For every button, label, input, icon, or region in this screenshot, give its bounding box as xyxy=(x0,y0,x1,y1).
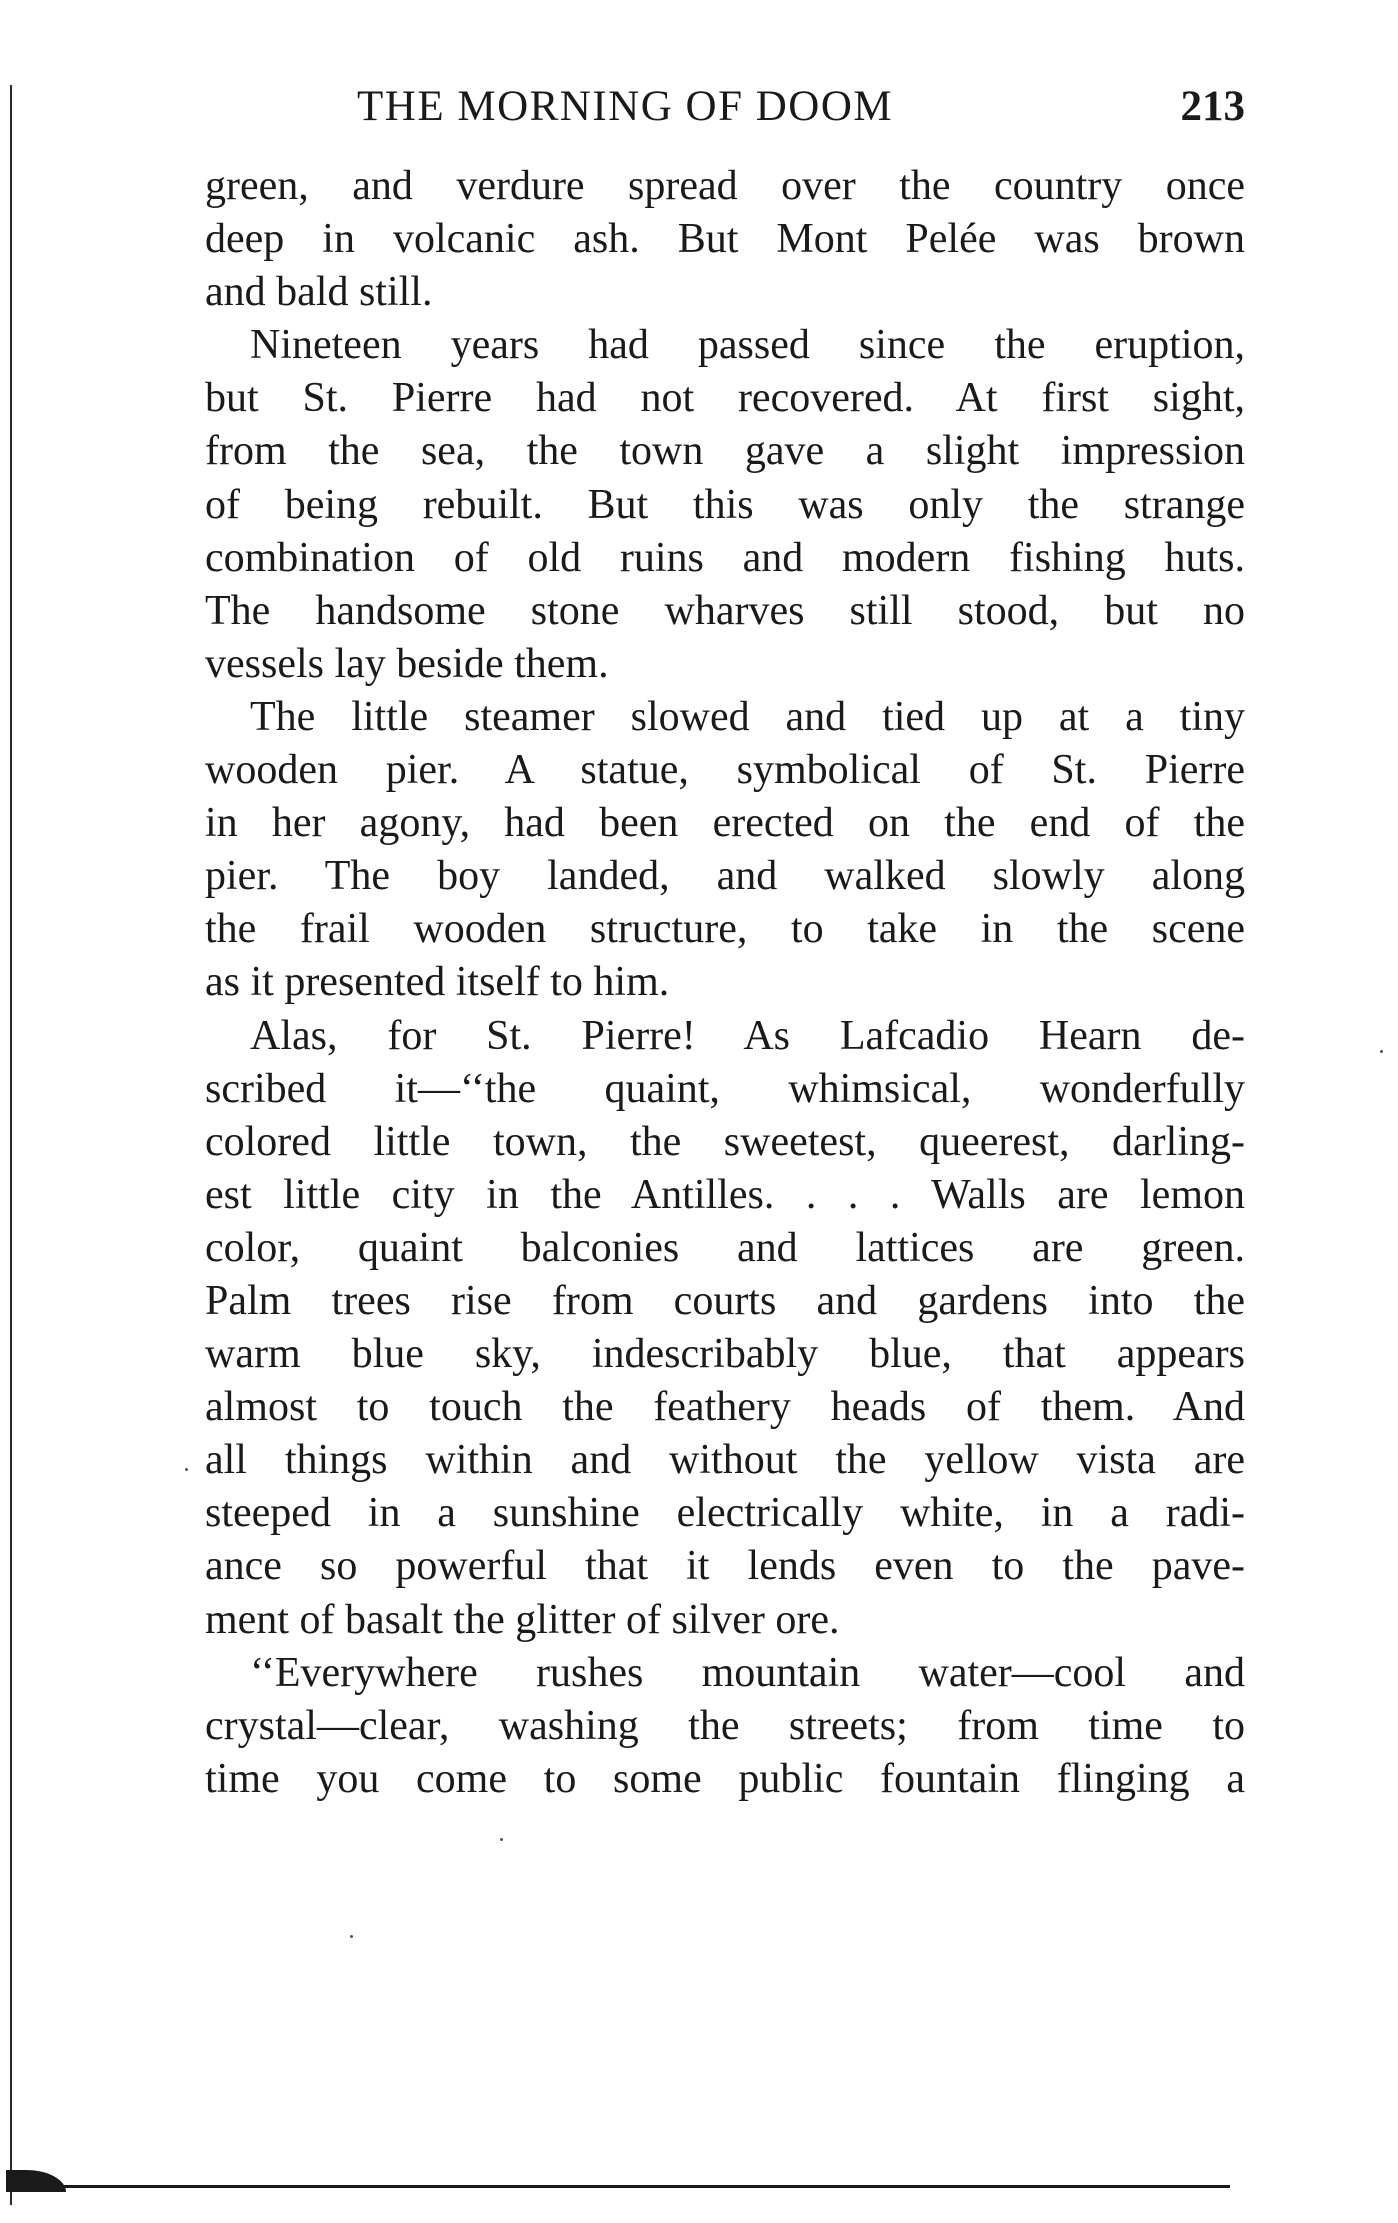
running-title: THE MORNING OF DOOM xyxy=(357,83,894,130)
text-line: ance so powerful that it lends even to the pave- xyxy=(205,1543,1245,1590)
text-line: pier. The boy landed, and walked slowly along xyxy=(205,853,1245,900)
page-corner-shadow xyxy=(6,2170,66,2192)
text-line: combination of old ruins and modern fishing huts. xyxy=(205,534,1245,581)
text-line: ment of basalt the glitter of silver ore. xyxy=(205,1596,840,1643)
text-line: Palm trees rise from courts and gardens into the xyxy=(205,1277,1245,1324)
text-line: The handsome stone wharves still stood, but no xyxy=(205,587,1245,634)
text-line: and bald still. xyxy=(205,269,433,316)
text-line: warm blue sky, indescribably blue, that appears xyxy=(205,1331,1245,1378)
text-line: almost to touch the feathery heads of them. And xyxy=(205,1384,1245,1431)
text-line: in her agony, had been erected on the end of the xyxy=(205,800,1245,847)
scan-speck xyxy=(500,1838,503,1841)
text-line: ‘‘Everywhere rushes mountain water—cool and xyxy=(250,1649,1245,1696)
text-line: Nineteen years had passed since the eruption, xyxy=(250,322,1245,369)
running-header xyxy=(205,82,1245,142)
page-edge-shadow xyxy=(10,85,12,2205)
text-line: steeped in a sunshine electrically white, in a radi- xyxy=(205,1490,1245,1537)
text-line: color, quaint balconies and lattices are green. xyxy=(205,1224,1245,1271)
page-number: 213 xyxy=(1180,83,1245,130)
text-line: the frail wooden structure, to take in the scene xyxy=(205,906,1245,953)
text-line: but St. Pierre had not recovered. At first sight, xyxy=(205,375,1245,422)
text-line: crystal—clear, washing the streets; from time to xyxy=(205,1702,1245,1749)
text-line: all things within and without the yellow vista are xyxy=(205,1437,1245,1484)
text-line: green, and verdure spread over the country once xyxy=(205,163,1245,209)
scan-speck xyxy=(1380,1050,1383,1053)
text-line: est little city in the Antilles. . . . Walls are lemon xyxy=(205,1171,1245,1218)
text-line: wooden pier. A statue, symbolical of St. Pierre xyxy=(205,747,1245,794)
text-line: of being rebuilt. But this was only the strange xyxy=(205,481,1245,528)
text-line: The little steamer slowed and tied up at a tiny xyxy=(250,693,1245,740)
text-line: vessels lay beside them. xyxy=(205,640,609,687)
scan-speck xyxy=(350,1935,353,1938)
text-line: time you come to some public fountain flinging a xyxy=(205,1755,1245,1802)
text-line: as it presented itself to him. xyxy=(205,959,670,1006)
text-line: deep in volcanic ash. But Mont Pelée was brown xyxy=(205,216,1245,263)
text-line: from the sea, the town gave a slight impression xyxy=(205,428,1245,475)
page-bottom-edge xyxy=(10,2185,1230,2188)
text-line: Alas, for St. Pierre! As Lafcadio Hearn de- xyxy=(250,1012,1245,1059)
body-text xyxy=(205,160,1245,1806)
text-line: colored little town, the sweetest, queerest, darling- xyxy=(205,1118,1245,1165)
text-line: scribed it—‘‘the quaint, whimsical, wonderfully xyxy=(205,1065,1245,1112)
scan-speck xyxy=(185,1468,188,1471)
